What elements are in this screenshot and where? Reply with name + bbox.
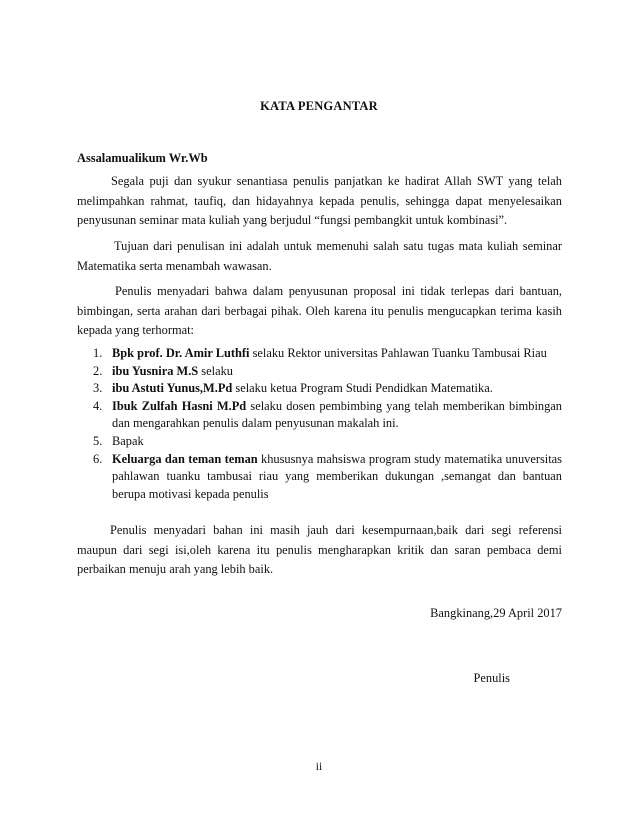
list-item-role: selaku ketua Program Studi Pendidkan Matematika.: [232, 381, 493, 396]
list-item-number: 2.: [93, 363, 103, 378]
list-item: [93, 380, 562, 398]
paragraph-purpose-text: Tujuan dari penulisan ini adalah untuk memenuhi salah satu tugas mata kuliah seminar Matematika serta menambah wawasan.: [77, 239, 562, 273]
list-item: [93, 398, 562, 433]
list-item-name: ibu Astuti Yunus,M.Pd: [112, 381, 233, 396]
list-item: [93, 345, 562, 363]
paragraph-thanks: [77, 282, 562, 341]
list-item-number: 3.: [93, 381, 103, 396]
list-item-role: Bapak: [112, 433, 144, 448]
acknowledgement-list: [93, 345, 562, 503]
list-item-number: 4.: [93, 398, 103, 413]
list-item-number: 5.: [93, 433, 103, 448]
page-title: KATA PENGANTAR: [260, 99, 378, 113]
paragraph-closing-text: Penulis menyadari bahan ini masih jauh dari kesempurnaan,baik dari segi referensi maupun dari segi isi,oleh karena itu penulis mengharapkan kritik dan saran pembaca demi perbaikan menuju arah yang lebih baik.: [77, 523, 562, 576]
list-item: [93, 451, 562, 504]
place-date: Bangkinang,29 April 2017: [430, 606, 562, 620]
list-item: [93, 433, 562, 451]
paragraph-opening: [77, 172, 562, 231]
paragraph-opening-text: Segala puji dan syukur senantiasa penulis panjatkan ke hadirat Allah SWT yang telah melimpahkan rahmat, taufiq, dan hidayahnya kepada penulis, sehingga dapat menyelesaikan penyusunan seminar mata kuliah yang berjudul “fungsi pembangkit untuk kombinasi”.: [77, 174, 562, 227]
list-item-name: ibu Yusnira M.S: [112, 363, 199, 378]
list-item-name: Bpk prof. Dr. Amir Luthfi: [112, 346, 250, 360]
list-item-role: selaku Rektor universitas Pahlawan Tuanku Tambusai Riau: [249, 346, 547, 360]
paragraph-purpose: [77, 237, 562, 276]
list-item-number: 1.: [93, 346, 103, 360]
list-item-name: Keluarga dan teman teman: [112, 451, 258, 466]
list-item-number: 6.: [93, 451, 103, 466]
list-item-role: khususnya mahsiswa program study matematika unuversitas pahlawan tuanku tambusai riau yang memberikan dukungan ,semangat dan bantuan berupa motivasi kepada penulis: [112, 451, 562, 501]
paragraph-closing: [77, 521, 562, 580]
list-item-name: Ibuk Zulfah Hasni M.Pd: [112, 398, 247, 413]
greeting: Assalamualikum Wr.Wb: [77, 151, 208, 165]
paragraph-thanks-text: Penulis menyadari bahwa dalam penyusunan proposal ini tidak terlepas dari bantuan, bimbingan, serta arahan dari berbagai pihak. Oleh karena itu penulis mengucapkan terima kasih kepada yang terhormat:: [77, 284, 562, 337]
list-item-role: selaku dosen pembimbing yang telah memberikan bimbingan dan mengarahkan penulis dalam penyusunan makalah ini.: [112, 398, 562, 431]
page-number: ii: [315, 761, 323, 773]
signer: Penulis: [473, 671, 510, 685]
list-item: [93, 363, 562, 381]
list-item-role: selaku: [198, 363, 233, 378]
